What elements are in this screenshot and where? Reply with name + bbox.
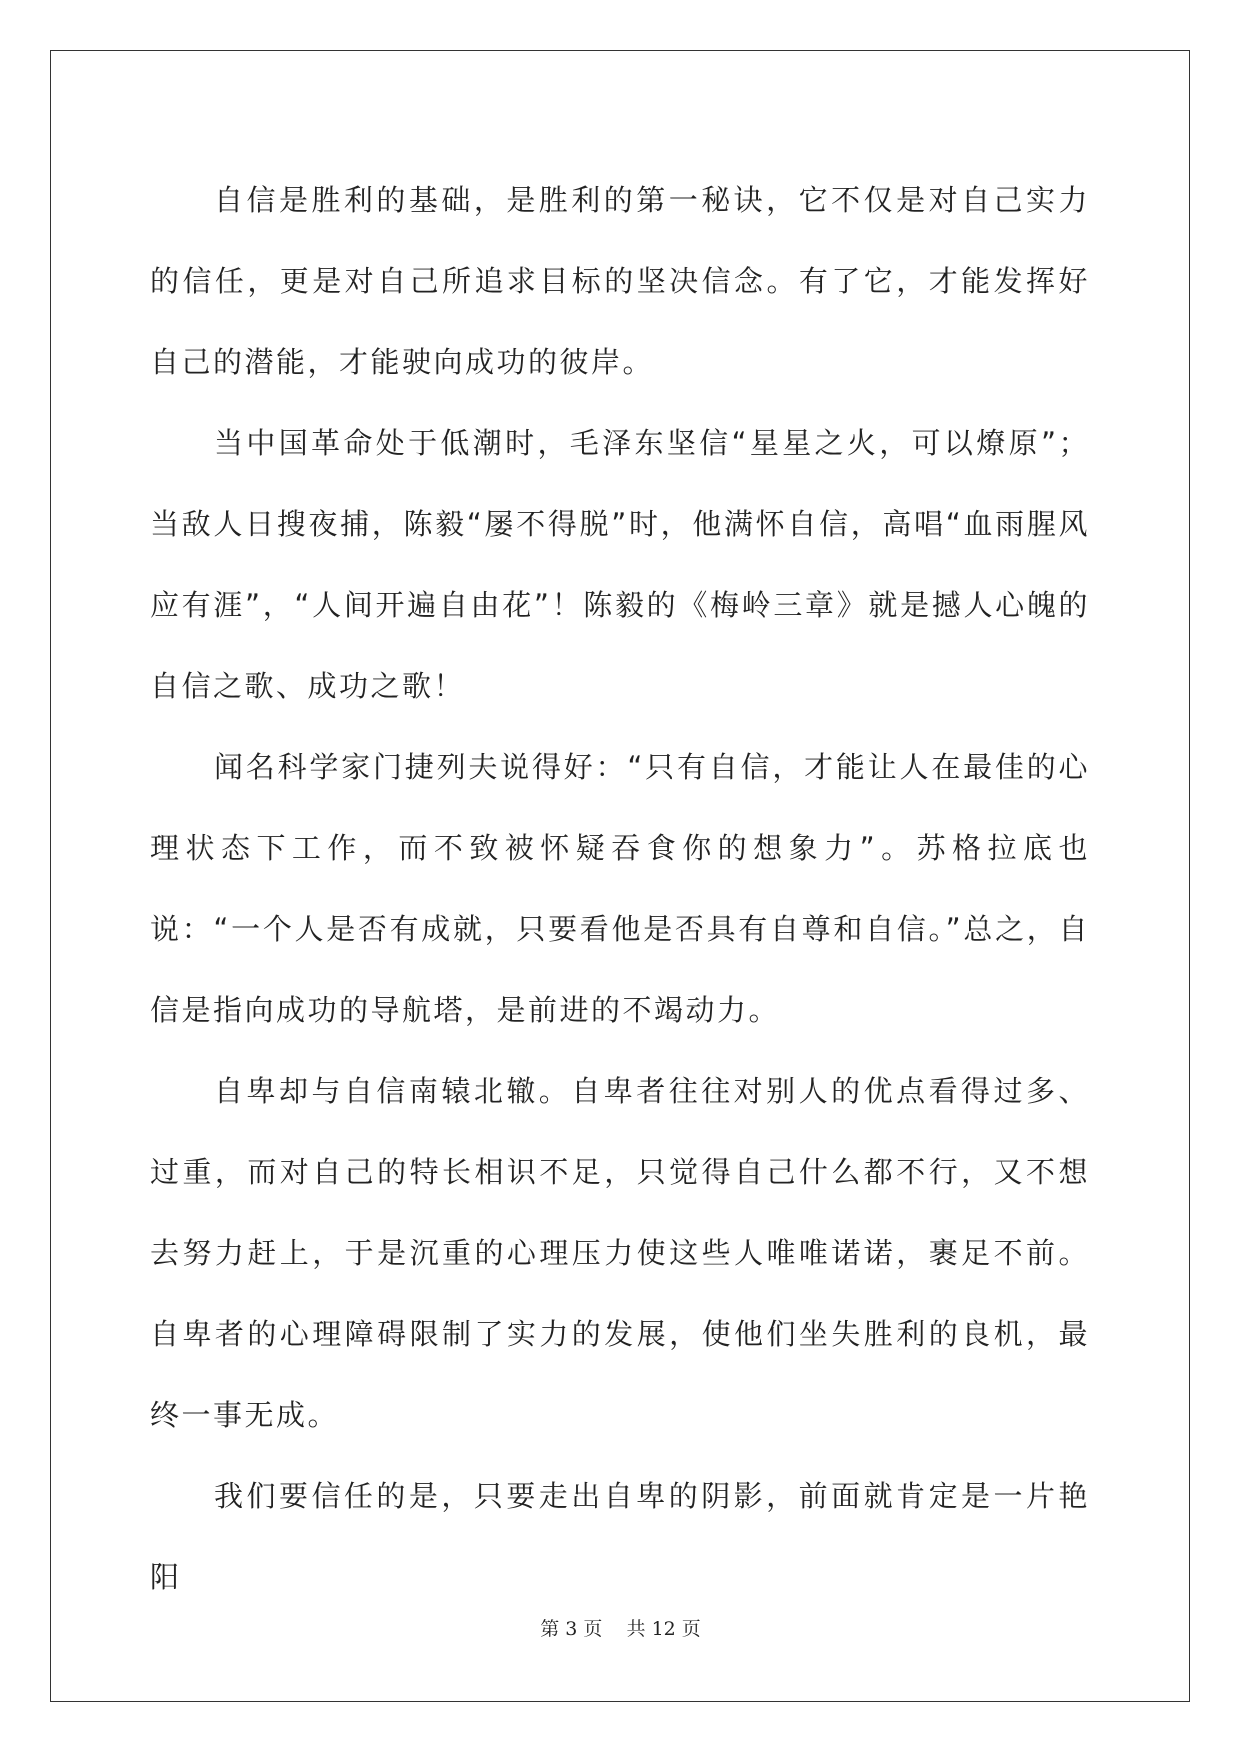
page-number-footer: 第 3 页 共 12 页 (540, 1618, 701, 1640)
paragraph: 自卑却与自信南辕北辙。自卑者往往对别人的优点看得过多、过重，而对自己的特长相识不足，只觉得自己什么都不行，又不想去努力赶上，于是沉重的心理压力使这些人唯唯诺诺，裹足不前。自卑者的心理障碍限制了实力的发展，使他们坐失胜利的良机，最终一事无成。 (150, 1074, 1090, 1432)
paragraph: 闻名科学家门捷列夫说得好：“只有自信，才能让人在最佳的心理状态下工作，而不致被怀疑吞食你的想象力”。苏格拉底也说：“一个人是否有成就，只要看他是否具有自尊和自信。”总之，自信是指向成功的导航塔，是前进的不竭动力。 (150, 750, 1090, 1027)
paragraph: 当中国革命处于低潮时，毛泽东坚信“星星之火，可以燎原”；当敌人日搜夜捕，陈毅“屡不得脱”时，他满怀自信，高唱“血雨腥风应有涯”，“人间开遍自由花”！陈毅的《梅岭三章》就是撼人心魄的自信之歌、成功之歌！ (150, 426, 1090, 703)
paragraph: 我们要信任的是，只要走出自卑的阴影，前面就肯定是一片艳阳 (150, 1479, 1090, 1594)
document-body (150, 160, 1090, 1618)
paragraph: 自信是胜利的基础，是胜利的第一秘诀，它不仅是对自己实力的信任，更是对自己所追求目标的坚决信念。有了它，才能发挥好自己的潜能，才能驶向成功的彼岸。 (150, 183, 1090, 379)
